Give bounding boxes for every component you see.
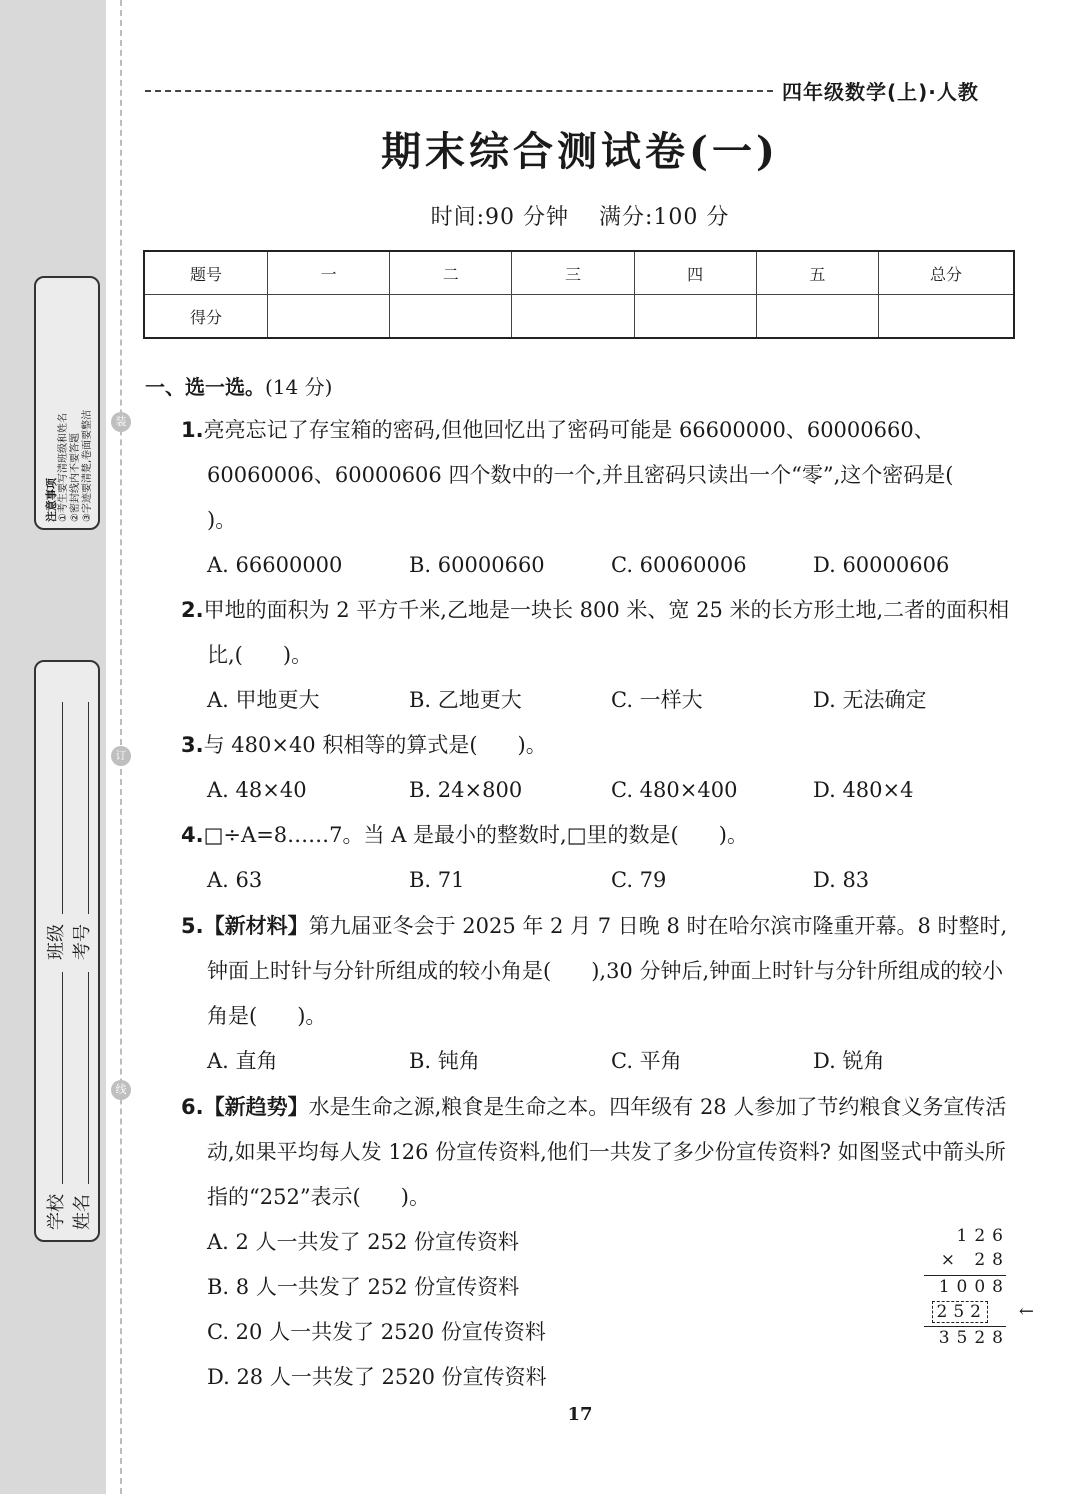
section-1 <box>145 366 1015 1400</box>
option-c: C. 20 人一共发了 2520 份宣传资料 <box>207 1320 546 1344</box>
option-b: B. 乙地更大 <box>409 688 522 712</box>
time-limit: 时间:90 分钟 <box>430 205 569 230</box>
question-text: 与 480×40 积相等的算式是( <box>203 733 478 757</box>
score-cell[interactable] <box>390 295 512 339</box>
score-header-cell: 一 <box>268 251 390 295</box>
question-2 <box>171 588 1015 678</box>
score-row <box>144 295 1014 339</box>
score-header-cell: 总分 <box>879 251 1015 295</box>
question-6 <box>171 1084 1015 1220</box>
section-title: 一、选一选。 <box>145 375 265 399</box>
score-cell[interactable] <box>268 295 390 339</box>
score-cell[interactable] <box>879 295 1015 339</box>
header-dashed-rule <box>145 90 773 92</box>
notice-item: ③字迹要清楚,卷面要整洁 <box>82 409 93 522</box>
vertical-multiplication <box>918 1226 1034 1352</box>
question-number: 3. <box>181 733 204 757</box>
option-d: D. 无法确定 <box>813 688 927 712</box>
question-tail: )。 <box>718 823 748 847</box>
section-points: (14 分) <box>265 375 333 399</box>
full-score: 满分:100 分 <box>599 205 730 230</box>
question-text: 水是生命之源,粮食是生命之本。四年级有 28 人参加了节约粮食义务宣传活动,如果平均每人发 126 份宣传资料,他们一共发了多少份宣传资料? 如图竖式中箭头所指的“252”表示( <box>207 1095 1007 1209</box>
page-number: 17 <box>567 1404 593 1425</box>
score-header-cell: 三 <box>512 251 634 295</box>
question-number: 5. <box>181 914 204 938</box>
question-text: 亮亮忘记了存宝箱的密码,但他回忆出了密码可能是 66600000、60000660、60060006、60000606 四个数中的一个,并且密码只读出一个“零”,这个密码是( <box>203 418 954 487</box>
section-heading <box>145 366 1015 408</box>
option-a: A. 直角 <box>207 1049 278 1073</box>
name-field[interactable] <box>68 960 94 1230</box>
question-text: □÷A=8……7。当 A 是最小的整数时,□里的数是( <box>203 823 679 847</box>
score-cell[interactable] <box>634 295 756 339</box>
exam-number-field[interactable] <box>68 690 94 960</box>
arrow-left-icon: ← <box>1018 1301 1034 1322</box>
class-label: 班级 <box>46 924 67 960</box>
question-tail: )。 <box>297 1004 327 1028</box>
school-label: 学校 <box>46 1194 67 1230</box>
score-header-cell: 二 <box>390 251 512 295</box>
question-number: 2. <box>181 598 204 622</box>
notice-item: ②密封线内不要答题 <box>70 433 81 522</box>
option-b: B. 24×800 <box>409 778 523 802</box>
score-cell[interactable] <box>512 295 634 339</box>
notice-item: ①考生要写清班级和姓名 <box>58 413 69 522</box>
options-4 <box>207 858 1015 903</box>
school-field[interactable] <box>42 960 68 1230</box>
options-3 <box>207 768 1015 813</box>
binding-hole-3: 线 <box>111 1080 131 1100</box>
option-c: C. 一样大 <box>611 688 703 712</box>
question-mid: ),30 分钟后,钟面上时针与分针所组成的较小角是( <box>207 959 1004 1028</box>
score-cell[interactable] <box>756 295 878 339</box>
page-title: 期末综合测试卷(一) <box>381 128 779 175</box>
option-d: D. 28 人一共发了 2520 份宣传资料 <box>207 1365 547 1389</box>
calc-rule <box>924 1275 1006 1276</box>
option-a: A. 66600000 <box>207 553 343 577</box>
calc-rule <box>924 1326 1006 1327</box>
multiplicand: 126 <box>956 1226 1010 1246</box>
score-header-cell: 题号 <box>144 251 268 295</box>
question-number: 6. <box>181 1095 204 1119</box>
option-d: D. 83 <box>813 868 870 892</box>
question-number: 1. <box>181 418 204 442</box>
option-c: C. 平角 <box>611 1049 682 1073</box>
question-3 <box>171 723 1015 768</box>
options-2 <box>207 678 1015 723</box>
option-a: A. 2 人一共发了 252 份宣传资料 <box>207 1230 519 1254</box>
score-row-label: 得分 <box>144 295 268 339</box>
option-a: A. 甲地更大 <box>207 688 320 712</box>
score-header-row <box>144 251 1014 295</box>
options-5 <box>207 1039 1015 1084</box>
question-tail: )。 <box>517 733 547 757</box>
question-tag: 【新趋势】 <box>203 1094 309 1119</box>
product: 3528 <box>938 1328 1010 1348</box>
option-b: B. 60000660 <box>409 553 545 577</box>
partial-product-2: 252 <box>932 1301 988 1323</box>
option-d: D. 60000606 <box>813 553 950 577</box>
score-header-cell: 五 <box>756 251 878 295</box>
option-c: C. 79 <box>611 868 667 892</box>
option-d: D. 锐角 <box>813 1049 885 1073</box>
option-a: A. 48×40 <box>207 778 307 802</box>
exam-number-label: 考号 <box>72 924 93 960</box>
option-a: A. 63 <box>207 868 263 892</box>
partial-product-2-row <box>918 1301 1034 1325</box>
option-d: D. 480×4 <box>813 778 914 802</box>
score-table <box>143 250 1015 339</box>
question-5 <box>171 903 1015 1039</box>
student-info-box <box>34 660 100 1242</box>
score-header-cell: 四 <box>634 251 756 295</box>
question-text: 甲地的面积为 2 平方千米,乙地是一块长 800 米、宽 25 米的长方形土地,二者的面积相比,( <box>203 598 1010 667</box>
question-tail: )。 <box>400 1185 430 1209</box>
question-tag: 【新材料】 <box>203 913 309 938</box>
option-b: B. 钝角 <box>409 1049 480 1073</box>
binding-hole-2: 订 <box>111 746 131 766</box>
question-tail: )。 <box>282 643 313 667</box>
option-b: B. 8 人一共发了 252 份宣传资料 <box>207 1275 520 1299</box>
notice-box <box>34 276 100 530</box>
series-label: 四年级数学(上)·人教 <box>782 80 979 104</box>
partial-product-1: 1008 <box>938 1277 1010 1297</box>
option-c: C. 60060006 <box>611 553 747 577</box>
option-b: B. 71 <box>409 868 465 892</box>
options-6 <box>207 1220 1015 1400</box>
options-1 <box>207 543 1015 588</box>
binding-hole-1: 装 <box>111 412 131 432</box>
exam-meta <box>0 200 1080 231</box>
option-c: C. 480×400 <box>611 778 738 802</box>
name-label: 姓名 <box>72 1194 93 1230</box>
question-4 <box>171 813 1015 858</box>
question-tail: )。 <box>207 508 237 532</box>
class-field[interactable] <box>42 690 68 960</box>
notice-title: 注意事项 <box>45 478 58 522</box>
question-1 <box>171 408 1015 543</box>
question-text: 第九届亚冬会于 2025 年 2 月 7 日晚 8 时在哈尔滨市隆重开幕。8 时整时,钟面上时针与分针所组成的较小角是( <box>207 914 1008 983</box>
question-number: 4. <box>181 823 204 847</box>
multiplier: × 28 <box>940 1250 1010 1270</box>
